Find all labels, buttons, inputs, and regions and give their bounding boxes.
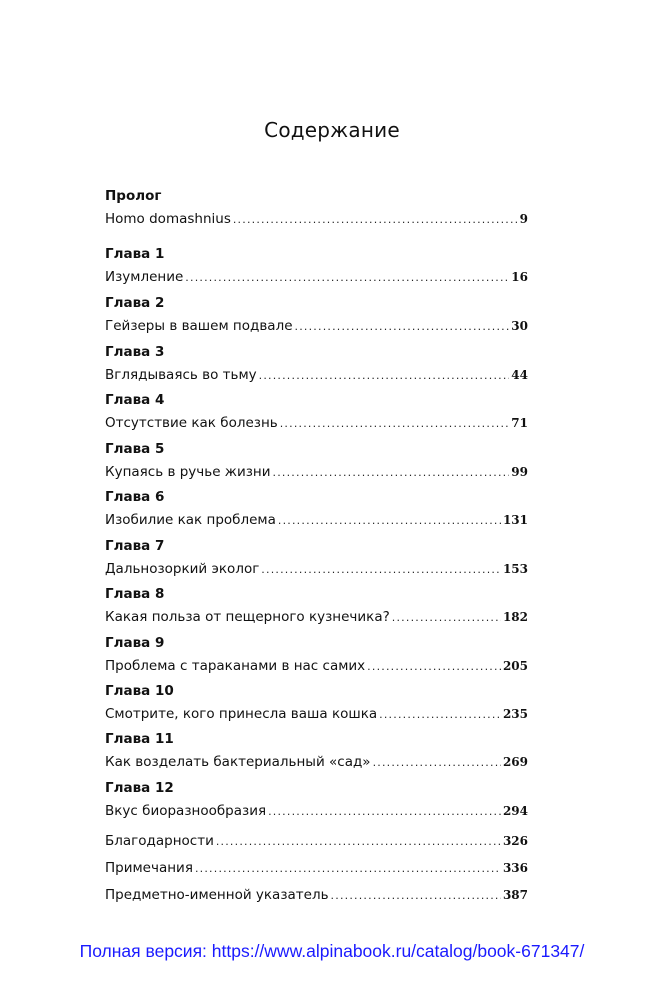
chapter-label: Глава 9 [105, 635, 165, 651]
chapter-label: Глава 12 [105, 780, 174, 796]
chapter-label: Глава 2 [105, 295, 165, 311]
entry-title: Дальнозоркий эколог [105, 561, 260, 577]
entry-title: Изобилие как проблема [105, 512, 276, 528]
entry-title: Проблема с тараканами в нас самих [105, 658, 366, 674]
dot-leader [280, 412, 510, 436]
toc-back-matter [105, 828, 528, 909]
page-number: 9 [519, 212, 528, 226]
chapter-label: Глава 6 [105, 489, 165, 505]
chapter-label: Глава 11 [105, 731, 174, 747]
page-number: 16 [511, 270, 528, 284]
dot-leader [216, 828, 501, 855]
dot-leader [259, 364, 510, 388]
toc-entry[interactable] [105, 508, 528, 532]
chapter-label: Глава 10 [105, 683, 174, 699]
page-number: 182 [502, 610, 528, 624]
toc-entry[interactable] [105, 882, 528, 909]
toc-entry[interactable] [105, 207, 528, 231]
page-number: 99 [511, 465, 528, 479]
toc-entry[interactable] [105, 605, 528, 629]
toc-chapter [105, 486, 528, 532]
toc-entry[interactable] [105, 750, 528, 774]
entry-title: Homo domashnius [105, 211, 231, 227]
toc-chapter [105, 292, 528, 338]
toc-entry[interactable] [105, 265, 528, 289]
toc-entry[interactable] [105, 363, 528, 387]
dot-leader [185, 266, 509, 290]
dot-leader [273, 461, 510, 485]
entry-title: Предметно-именной указатель [105, 887, 329, 903]
page-title: Содержание [264, 118, 400, 142]
full-version-link[interactable]: Полная версия: https://www.alpinabook.ru/catalog/book-671347/ [79, 941, 585, 961]
chapter-label: Глава 4 [105, 392, 165, 408]
dot-leader [278, 509, 501, 533]
entry-title: Купаясь в ручье жизни [105, 464, 271, 480]
section-label: Пролог [105, 188, 162, 204]
toc-chapter [105, 341, 528, 387]
page-number: 294 [502, 804, 528, 818]
entry-title: Гейзеры в вашем подвале [105, 318, 293, 334]
toc-entry[interactable] [105, 799, 528, 823]
page-number: 235 [502, 707, 528, 721]
chapter-label: Глава 5 [105, 441, 165, 457]
entry-title: Примечания [105, 860, 193, 876]
page-number: 30 [511, 319, 528, 333]
toc-chapter [105, 728, 528, 774]
toc-chapter [105, 438, 528, 484]
dot-leader [295, 315, 510, 339]
toc-entry[interactable] [105, 557, 528, 581]
toc-chapter [105, 680, 528, 726]
toc-entry[interactable] [105, 702, 528, 726]
page-number: 387 [502, 888, 528, 902]
chapter-label: Глава 3 [105, 344, 165, 360]
toc-chapter [105, 777, 528, 823]
page-number: 326 [502, 834, 528, 848]
entry-title: Отсутствие как болезнь [105, 415, 278, 431]
dot-leader [195, 855, 501, 882]
toc-chapter [105, 389, 528, 435]
toc-entry[interactable] [105, 460, 528, 484]
page-number: 44 [511, 368, 528, 382]
page-number: 205 [502, 659, 528, 673]
entry-title: Какая польза от пещерного кузнечика? [105, 609, 390, 625]
toc-entry[interactable] [105, 411, 528, 435]
dot-leader [379, 703, 501, 727]
page-number: 336 [502, 861, 528, 875]
dot-leader [367, 655, 501, 679]
toc-entry[interactable] [105, 654, 528, 678]
entry-title: Вкус биоразнообразия [105, 803, 267, 819]
toc-chapter [105, 243, 528, 289]
page-number: 71 [511, 416, 528, 430]
page-number: 269 [502, 755, 528, 769]
entry-title: Как возделать бактериальный «сад» [105, 754, 371, 770]
page-number: 153 [502, 562, 528, 576]
toc-section-prologue [105, 185, 528, 231]
toc-entry[interactable] [105, 855, 528, 882]
chapter-label: Глава 7 [105, 538, 165, 554]
dot-leader [268, 800, 501, 824]
toc-chapter [105, 632, 528, 678]
entry-title: Изумление [105, 269, 184, 285]
chapter-label: Глава 1 [105, 246, 165, 262]
entry-title: Вглядываясь во тьму [105, 367, 257, 383]
toc-entry[interactable] [105, 314, 528, 338]
toc-chapter [105, 535, 528, 581]
dot-leader [392, 606, 501, 630]
dot-leader [331, 882, 501, 909]
dot-leader [261, 558, 501, 582]
entry-title: Благодарности [105, 833, 214, 849]
entry-title: Смотрите, кого принесла ваша кошка [105, 706, 378, 722]
dot-leader [373, 751, 501, 775]
toc-chapter [105, 583, 528, 629]
page-number: 131 [502, 513, 528, 527]
chapter-label: Глава 8 [105, 586, 165, 602]
dot-leader [233, 208, 518, 232]
toc-entry[interactable] [105, 828, 528, 855]
